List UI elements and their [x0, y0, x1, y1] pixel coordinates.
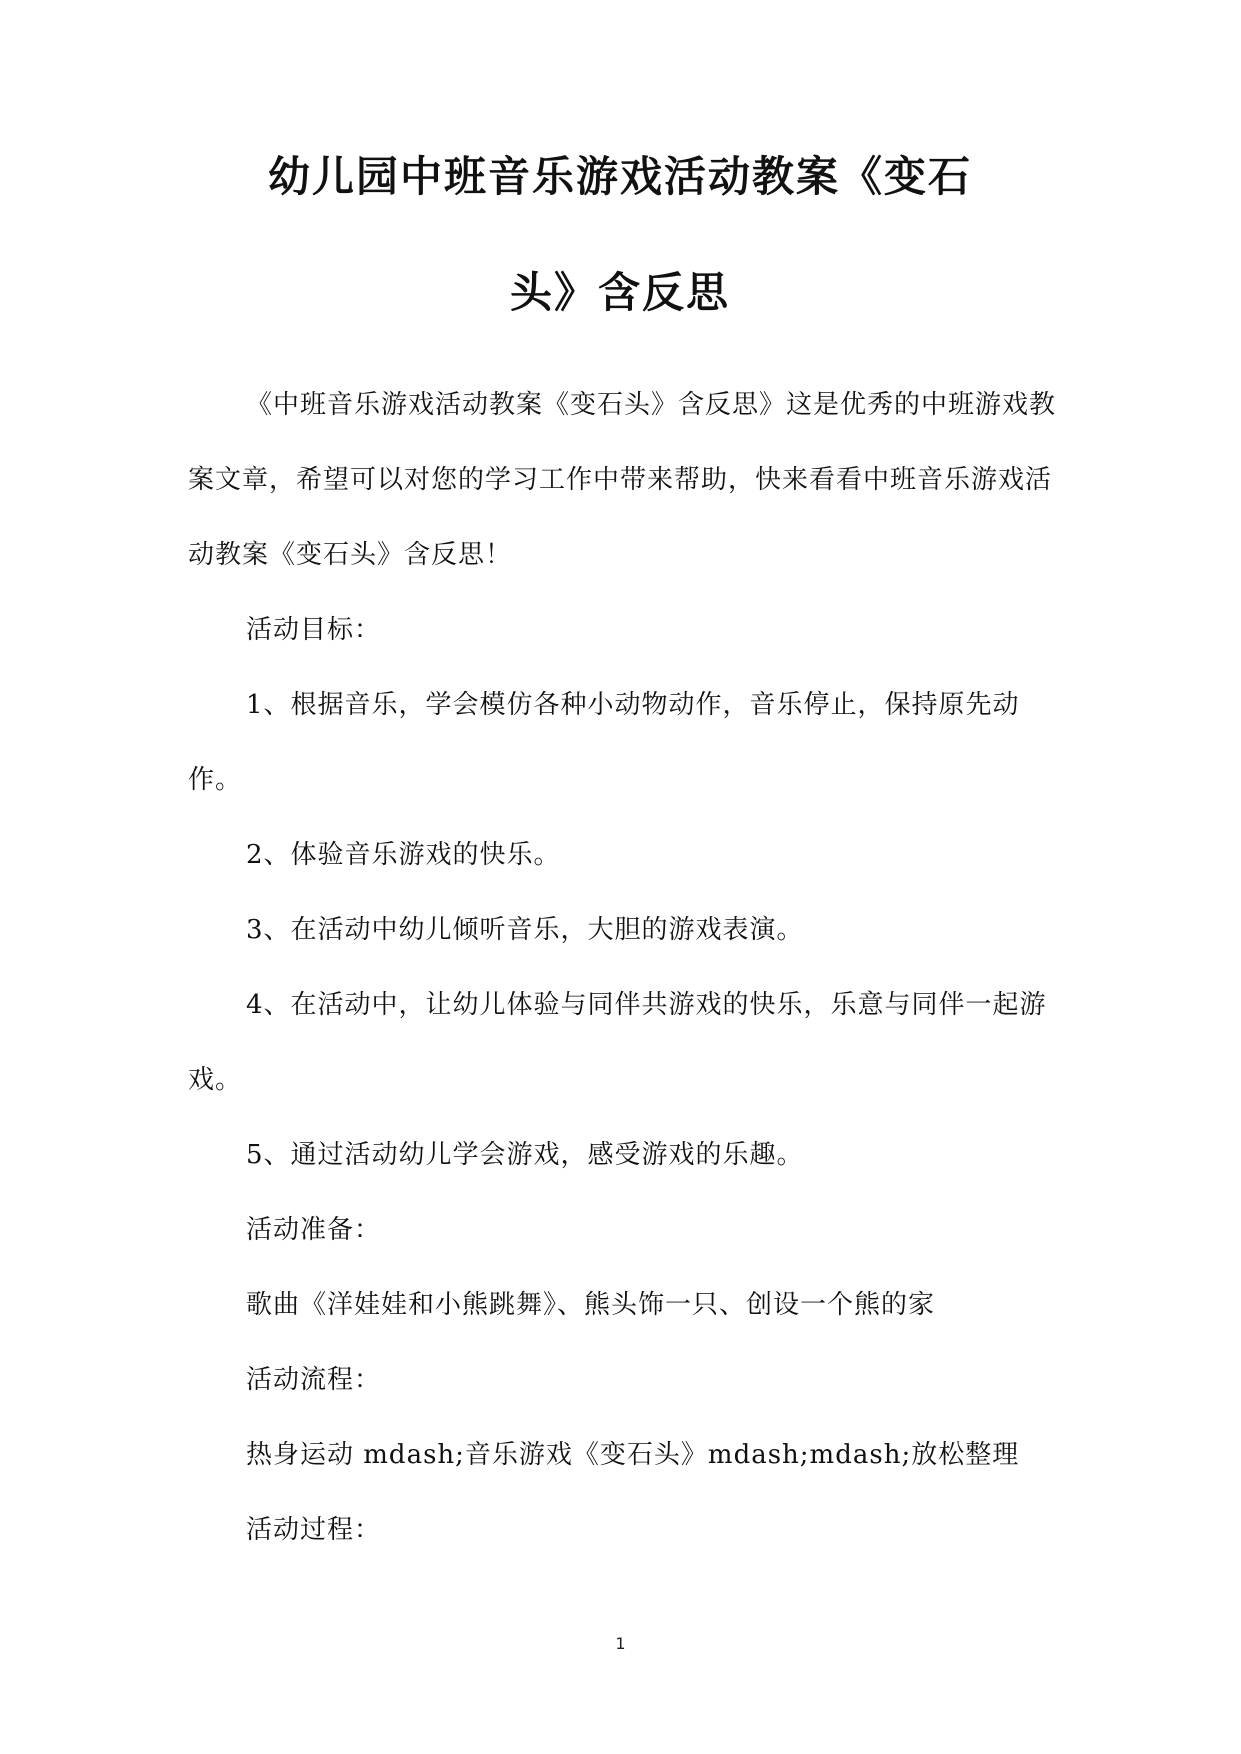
goal-item-5: 5、通过活动幼儿学会游戏，感受游戏的乐趣。: [246, 1140, 804, 1170]
intro-paragraph: 《中班音乐游戏活动教案《变石头》含反思》这是优秀的中班游戏教案文章，希望可以对您的学习工作中带来帮助，快来看看中班音乐游戏活动教案《变石头》含反思！: [188, 390, 1057, 570]
flow-text: 热身运动 mdash;音乐游戏《变石头》mdash;mdash;放松整理: [246, 1440, 1020, 1470]
preparation-text: 歌曲《洋娃娃和小熊跳舞》、熊头饰一只、创设一个熊的家: [246, 1290, 936, 1320]
goal-item-4: 4、在活动中，让幼儿体验与同伴共游戏的快乐，乐意与同伴一起游戏。: [188, 990, 1047, 1095]
page-number: 1: [615, 1634, 626, 1653]
section-heading-flow: 活动流程：: [246, 1365, 382, 1395]
goal-item-1: 1、根据音乐，学会模仿各种小动物动作，音乐停止，保持原先动作。: [188, 690, 1020, 795]
goal-item-2: 2、体验音乐游戏的快乐。: [246, 840, 561, 870]
section-heading-goals: 活动目标：: [246, 615, 382, 645]
goal-item-3: 3、在活动中幼儿倾听音乐，大胆的游戏表演。: [246, 915, 804, 945]
section-heading-process: 活动过程：: [246, 1515, 382, 1545]
document-body: [188, 368, 1058, 1568]
section-heading-preparation: 活动准备：: [246, 1215, 382, 1245]
document-title-line-2: 头》含反思: [509, 268, 730, 317]
document-title-line-1: 幼儿园中班音乐游戏活动教案《变石: [267, 152, 972, 201]
